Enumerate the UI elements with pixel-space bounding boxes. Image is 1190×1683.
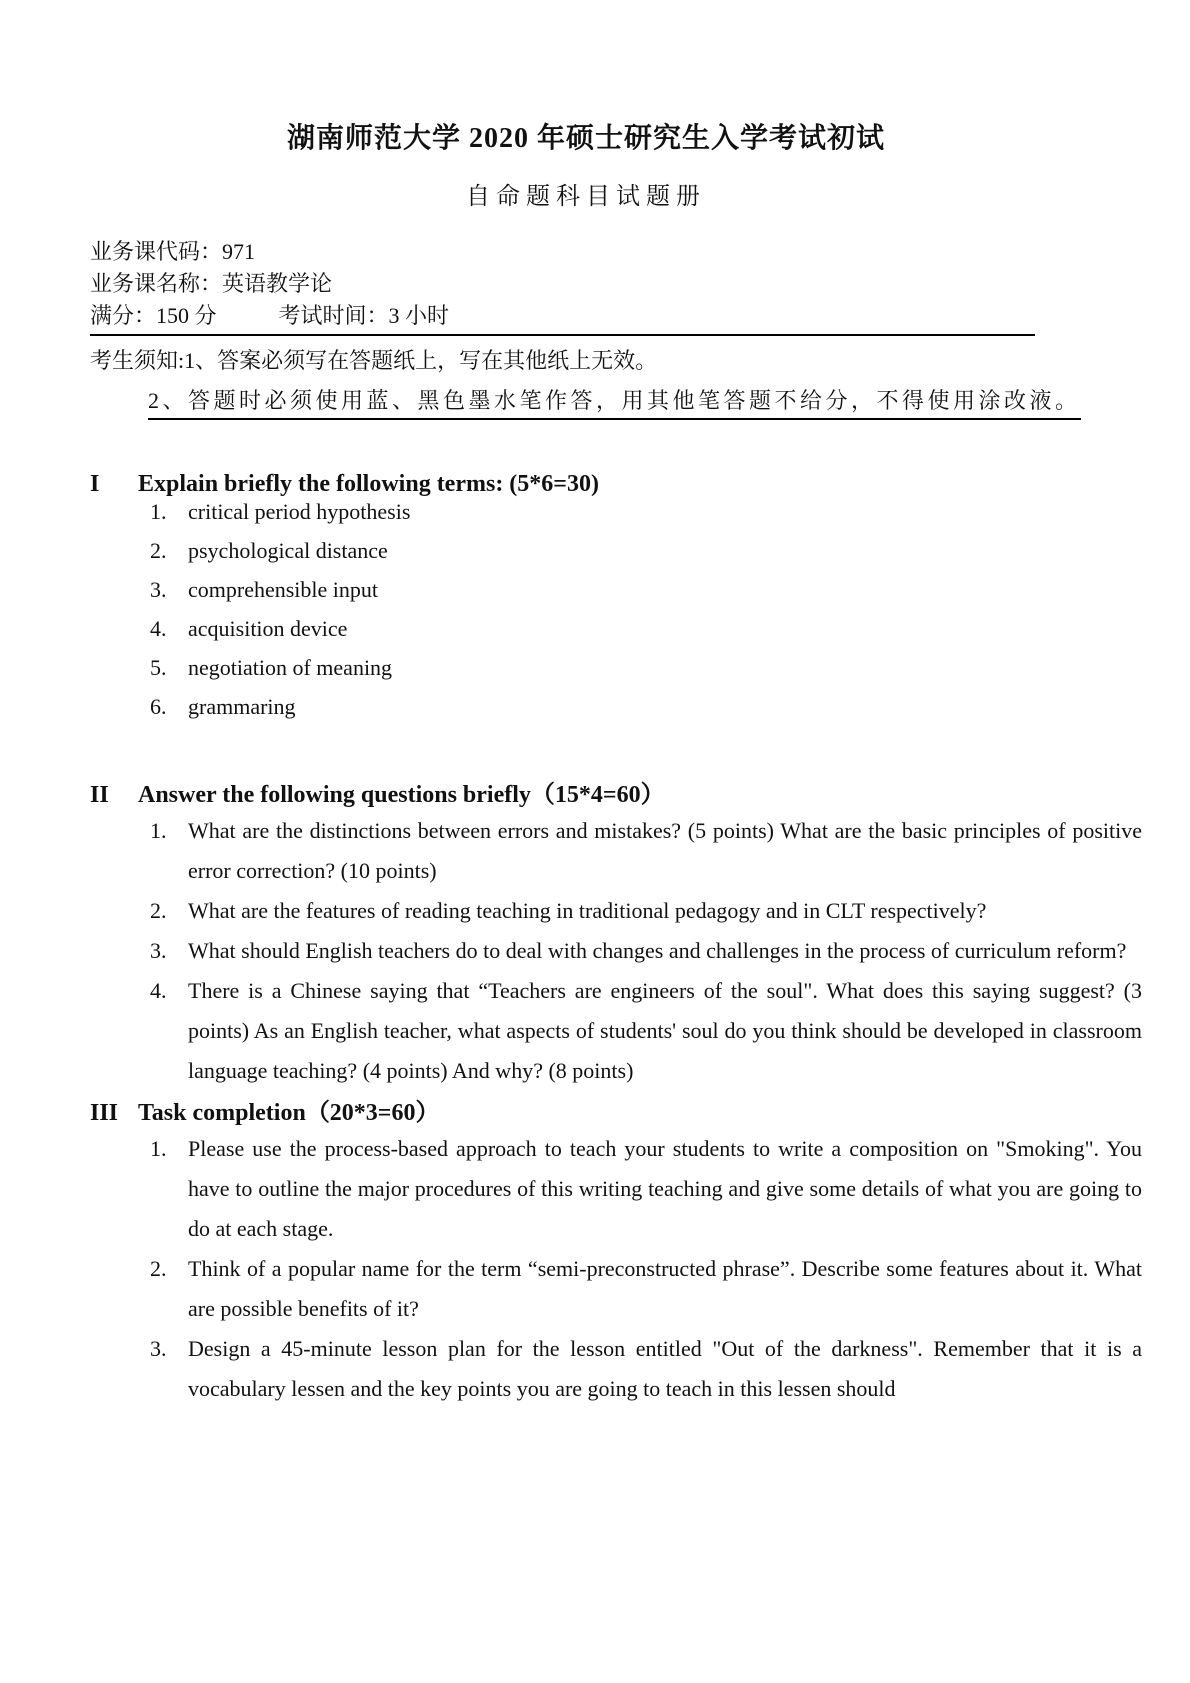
candidate-notice: [90, 342, 1142, 420]
list-item: [90, 1329, 1142, 1409]
section-heading-terms: [90, 468, 1142, 500]
section-number: II: [90, 782, 109, 808]
item-number: 3.: [150, 938, 167, 963]
questions-list: [90, 811, 1142, 1091]
item-text: What should English teachers do to deal with changes and challenges in the process of curriculum reform?: [188, 938, 1127, 963]
section-title: Task completion（20*3=60）: [138, 1100, 440, 1126]
course-name-value: 英语教学论: [222, 271, 333, 296]
item-number: 4.: [150, 978, 167, 1003]
terms-list: [90, 500, 1142, 719]
list-item: [90, 539, 1142, 563]
item-number: 2.: [150, 538, 167, 563]
item-text: Please use the process-based approach to teach your students to write a composition on "Smoking". You have to outline the major procedures of this writing teaching and give some details of what you are going to do at each stage.: [188, 1136, 1142, 1241]
item-number: 1.: [150, 818, 167, 843]
page-subtitle: 自命题科目试题册: [466, 184, 706, 210]
item-text: grammaring: [188, 694, 296, 719]
section-title: Explain briefly the following terms: (5*6=30): [138, 471, 599, 497]
list-item: [90, 811, 1142, 891]
section-heading-tasks: [90, 1097, 1142, 1129]
exam-meta-block: [90, 236, 1035, 336]
exam-time: 考试时间：3 小时: [278, 303, 450, 328]
course-code-value: 971: [222, 239, 256, 264]
item-text: comprehensible input: [188, 577, 379, 602]
item-number: 5.: [150, 655, 167, 680]
item-text: There is a Chinese saying that “Teachers are engineers of the soul". What does this saying suggest? (3 points) As an English teacher, what aspects of students' soul do you think should be developed in classroom language teaching? (4 points) And why? (8 points): [188, 978, 1142, 1083]
list-item: [90, 695, 1142, 719]
tasks-list: [90, 1129, 1142, 1409]
item-number: 1.: [150, 499, 167, 524]
list-item: [90, 500, 1142, 524]
course-name-row: [90, 268, 1035, 300]
list-item: [90, 971, 1142, 1091]
list-item: [90, 578, 1142, 602]
section-heading-questions: [90, 779, 1142, 811]
list-item: [90, 1129, 1142, 1249]
list-item: [90, 931, 1142, 971]
score-time-row: [90, 300, 1035, 332]
course-name-label: 业务课名称：: [90, 271, 223, 296]
item-text: critical period hypothesis: [188, 499, 411, 524]
item-number: 3.: [150, 577, 167, 602]
item-text: Think of a popular name for the term “semi-preconstructed phrase”. Describe some features about it. What are possible benefits of it?: [188, 1256, 1142, 1321]
list-item: [90, 1249, 1142, 1329]
section-number: III: [90, 1100, 119, 1126]
list-item: [90, 617, 1142, 641]
list-item: [90, 891, 1142, 931]
item-text: psychological distance: [188, 538, 388, 563]
section-number: I: [90, 471, 100, 497]
item-text: What are the features of reading teaching in traditional pedagogy and in CLT respectively?: [188, 898, 987, 923]
item-text: What are the distinctions between errors and mistakes? (5 points) What are the basic principles of positive error correction? (10 points): [188, 818, 1142, 883]
page-title: 湖南师范大学 2020 年硕士研究生入学考试初试: [286, 123, 885, 154]
course-code-row: [90, 236, 1035, 268]
course-code-label: 业务课代码：: [90, 239, 223, 264]
item-number: 4.: [150, 616, 167, 641]
item-number: 1.: [150, 1136, 167, 1161]
list-item: [90, 656, 1142, 680]
item-number: 2.: [150, 1256, 167, 1281]
notice-line-2: 2、答题时必须使用蓝、黑色墨水笔作答，用其他笔答题不给分，不得使用涂改液。: [148, 386, 1081, 420]
item-number: 2.: [150, 898, 167, 923]
notice-line-1: 考生须知:1、答案必须写在答题纸上，写在其他纸上无效。: [90, 348, 658, 373]
item-text: Design a 45-minute lesson plan for the lesson entitled "Out of the darkness". Remember that it is a vocabulary lessen and the key points you are going to teach in this lessen should: [188, 1336, 1142, 1401]
section-title: Answer the following questions briefly（15*4=60）: [138, 782, 665, 808]
item-number: 6.: [150, 694, 167, 719]
item-number: 3.: [150, 1336, 167, 1361]
full-score: 满分：150 分: [90, 303, 217, 328]
notice-line-2-wrap: [90, 382, 1142, 420]
item-text: acquisition device: [188, 616, 348, 641]
item-text: negotiation of meaning: [188, 655, 393, 680]
